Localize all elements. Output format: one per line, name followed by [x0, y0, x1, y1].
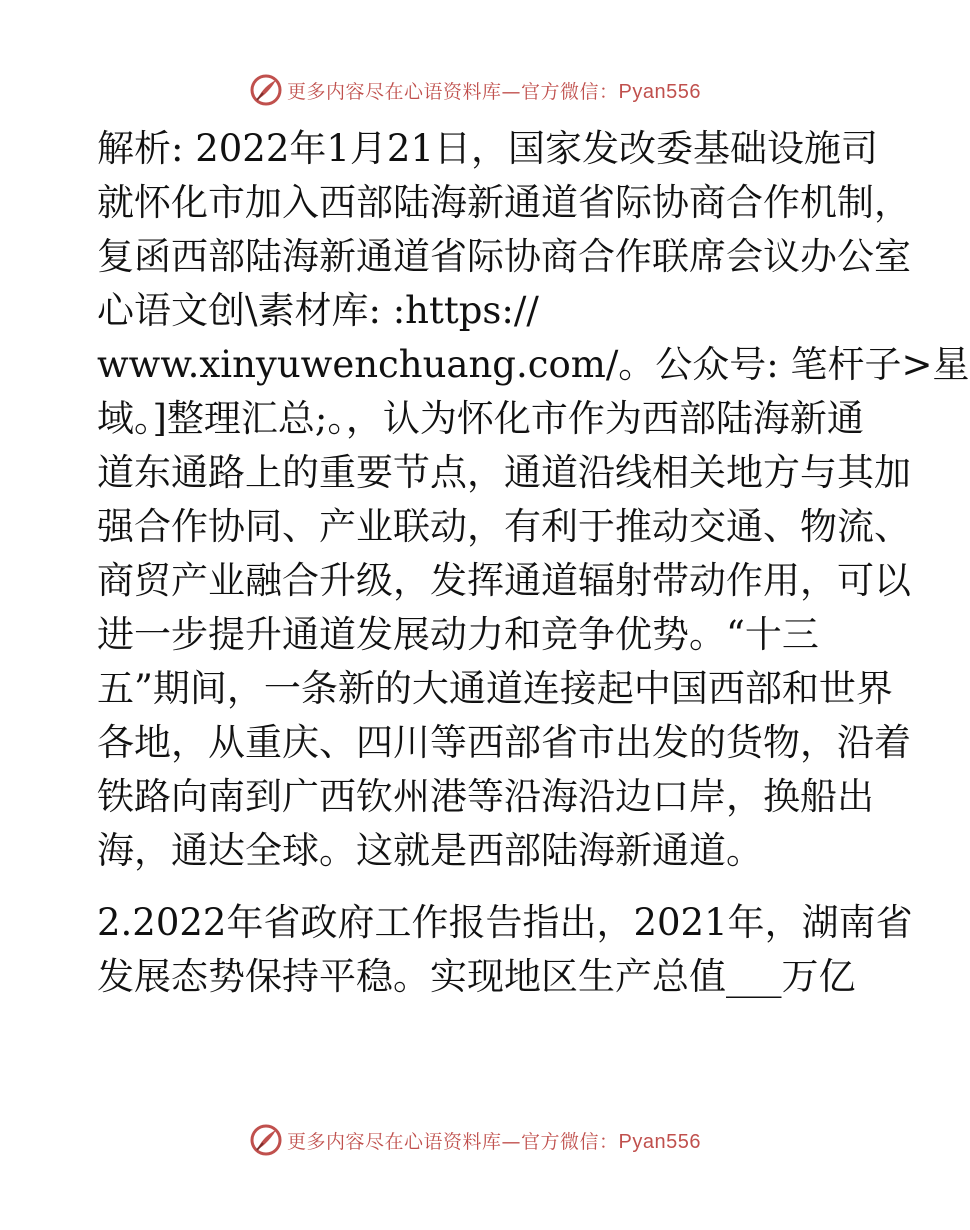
text-line: www.xinyuwenchuang.com/。公众号: 笔杆子>星 [97, 343, 970, 386]
text-line: 强合作协同、产业联动，有利于推动交通、物流、 [97, 505, 911, 548]
document-body [97, 122, 970, 1004]
text-line: 就怀化市加入西部陆海新通道省际协商合作机制， [97, 181, 911, 224]
feather-pen-logo-icon [249, 1123, 283, 1157]
text-line: 心语文创\素材库: :https:// [97, 289, 539, 332]
watermark-text [287, 1127, 701, 1154]
watermark-text [287, 77, 701, 104]
text-line: 2.2022年省政府工作报告指出，2021年，湖南省 [97, 901, 913, 944]
paragraph-analysis [97, 122, 970, 878]
text-line: 商贸产业融合升级，发挥通道辐射带动作用，可以 [97, 559, 911, 602]
watermark-label: 更多内容尽在心语资料库—官方微信： [287, 1130, 619, 1153]
text-line: 道东通路上的重要节点，通道沿线相关地方与其加 [97, 451, 911, 494]
text-line: 解析: 2022年1月21日，国家发改委基础设施司 [97, 127, 879, 170]
feather-pen-logo-icon [249, 73, 283, 107]
text-line: 各地，从重庆、四川等西部省市出发的货物，沿着 [97, 721, 911, 764]
text-line: 五”期间，一条新的大通道连接起中国西部和世界 [97, 667, 893, 710]
paragraph-spacer [97, 878, 857, 896]
text-line: 海，通达全球。这就是西部陆海新通道。 [97, 829, 763, 872]
text-line: 域。]整理汇总;。，认为怀化市作为西部陆海新通 [97, 397, 864, 440]
footer-watermark [0, 1120, 950, 1160]
text-line: 进一步提升通道发展动力和竞争优势。“十三 [97, 613, 819, 656]
watermark-wechat-id: Pyan556 [618, 80, 701, 103]
paragraph-question-2 [97, 896, 913, 1004]
text-line: 复函西部陆海新通道省际协商合作联席会议办公室 [97, 235, 911, 278]
watermark-wechat-id: Pyan556 [618, 1130, 701, 1153]
text-line: 铁路向南到广西钦州港等沿海沿边口岸，换船出 [97, 775, 874, 818]
watermark-label: 更多内容尽在心语资料库—官方微信： [287, 80, 619, 103]
text-line: 发展态势保持平稳。实现地区生产总值___万亿 [97, 955, 856, 998]
header-watermark [0, 70, 950, 110]
